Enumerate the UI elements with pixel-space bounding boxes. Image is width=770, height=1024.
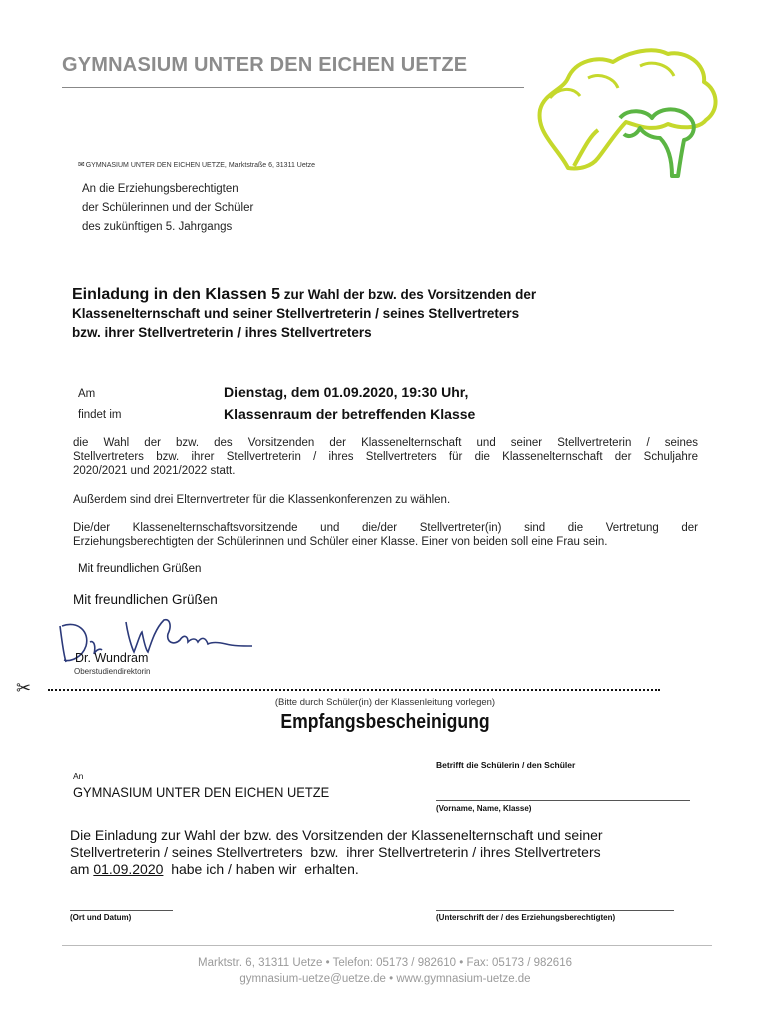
place-date-field[interactable] <box>70 910 173 911</box>
guardian-signature-label: (Unterschrift der / des Erziehungsberechtigten) <box>436 913 616 922</box>
paragraph-election: die Wahl der bzw. des Vorsitzenden der Klassenelternschaft und seiner Stellvertreterin / seines Stellvertreters bzw. ihrer Stellvertreterin / ihres Stellvertreters für die Klassenelternschaft der Schuljahre 2020/2021 und 2021/2022 statt. <box>73 437 698 477</box>
greeting: Mit freundlichen Grüßen <box>78 563 202 575</box>
school-title: GYMNASIUM UNTER DEN EICHEN UETZE <box>62 54 468 76</box>
paragraph-representation: Die/der Klassenelternschaftsvorsitzende und die/der Stellvertreter(in) sind die Vertretung der Erziehungsberechtigten der Schülerinnen und Schüler einer Klasse. Einer von beiden soll eine Frau sein. <box>73 522 698 548</box>
envelope-icon: ✉ <box>78 160 85 169</box>
signer-role: Oberstudiendirektorin <box>74 667 151 676</box>
date-label: Am <box>78 388 96 400</box>
receipt-recipient: GYMNASIUM UNTER DEN EICHEN UETZE <box>73 784 330 800</box>
concerns-label: Betrifft die Schülerin / den Schüler <box>436 760 576 770</box>
letter-heading: Einladung in den Klassen 5 zur Wahl der bzw. des Vorsitzenden der <box>72 286 537 303</box>
scissors-icon: ✂ <box>16 678 32 698</box>
guardian-signature-field[interactable] <box>436 910 674 911</box>
title-divider <box>62 87 524 88</box>
recipient-line: An die Erziehungsberechtigten <box>82 183 239 195</box>
paragraph-parent-reps: Außerdem sind drei Elternvertreter für die Klassenkonferenzen zu wählen. <box>73 494 451 506</box>
cut-line <box>48 689 660 691</box>
signer-name: Dr. Wundram <box>75 651 149 665</box>
receipt-title: Empfangsbescheinigung <box>280 711 490 733</box>
meeting-date: Dienstag, dem 01.09.2020, 19:30 Uhr, <box>224 384 469 400</box>
confirm-date: 01.09.2020 <box>93 861 164 877</box>
cut-note: (Bitte durch Schüler(in) der Klassenleitung vorlegen) <box>274 697 496 708</box>
to-label: An <box>73 771 84 781</box>
place-date-label: (Ort und Datum) <box>70 913 132 922</box>
meeting-place: Klassenraum der betreffenden Klasse <box>224 406 476 422</box>
tree-logo <box>528 38 728 188</box>
letter-heading-line: bzw. ihrer Stellvertreterin / ihres Stellvertreters <box>72 325 372 340</box>
footer-divider <box>62 945 712 946</box>
recipient-line: des zukünftigen 5. Jahrgangs <box>82 221 233 233</box>
receipt-confirmation: Die Einladung zur Wahl der bzw. des Vorsitzenden der Klassenelternschaft und seiner Stellvertreterin / seines Stellvertreters bzw. ihrer Stellvertreterin / ihres Stellvertreters am 01.09.2020 habe ich / haben wir erhalten. <box>70 827 603 877</box>
letter-heading-line: Klassenelternschaft und seiner Stellvertreterin / seines Stellvertreters <box>72 306 520 321</box>
student-name-label: (Vorname, Name, Klasse) <box>436 804 532 813</box>
sender-address: ✉GYMNASIUM UNTER DEN EICHEN UETZE, Marktstraße 6, 31311 Uetze <box>78 160 316 169</box>
footer-contact: Marktstr. 6, 31311 Uetze • Telefon: 05173 / 982610 • Fax: 05173 / 982616 <box>198 957 572 969</box>
greeting: Mit freundlichen Grüßen <box>73 592 218 607</box>
student-name-field[interactable] <box>436 800 690 801</box>
footer-web: gymnasium-uetze@uetze.de • www.gymnasium-uetze.de <box>239 973 531 985</box>
recipient-line: der Schülerinnen und der Schüler <box>82 202 254 214</box>
place-label: findet im <box>78 409 122 421</box>
